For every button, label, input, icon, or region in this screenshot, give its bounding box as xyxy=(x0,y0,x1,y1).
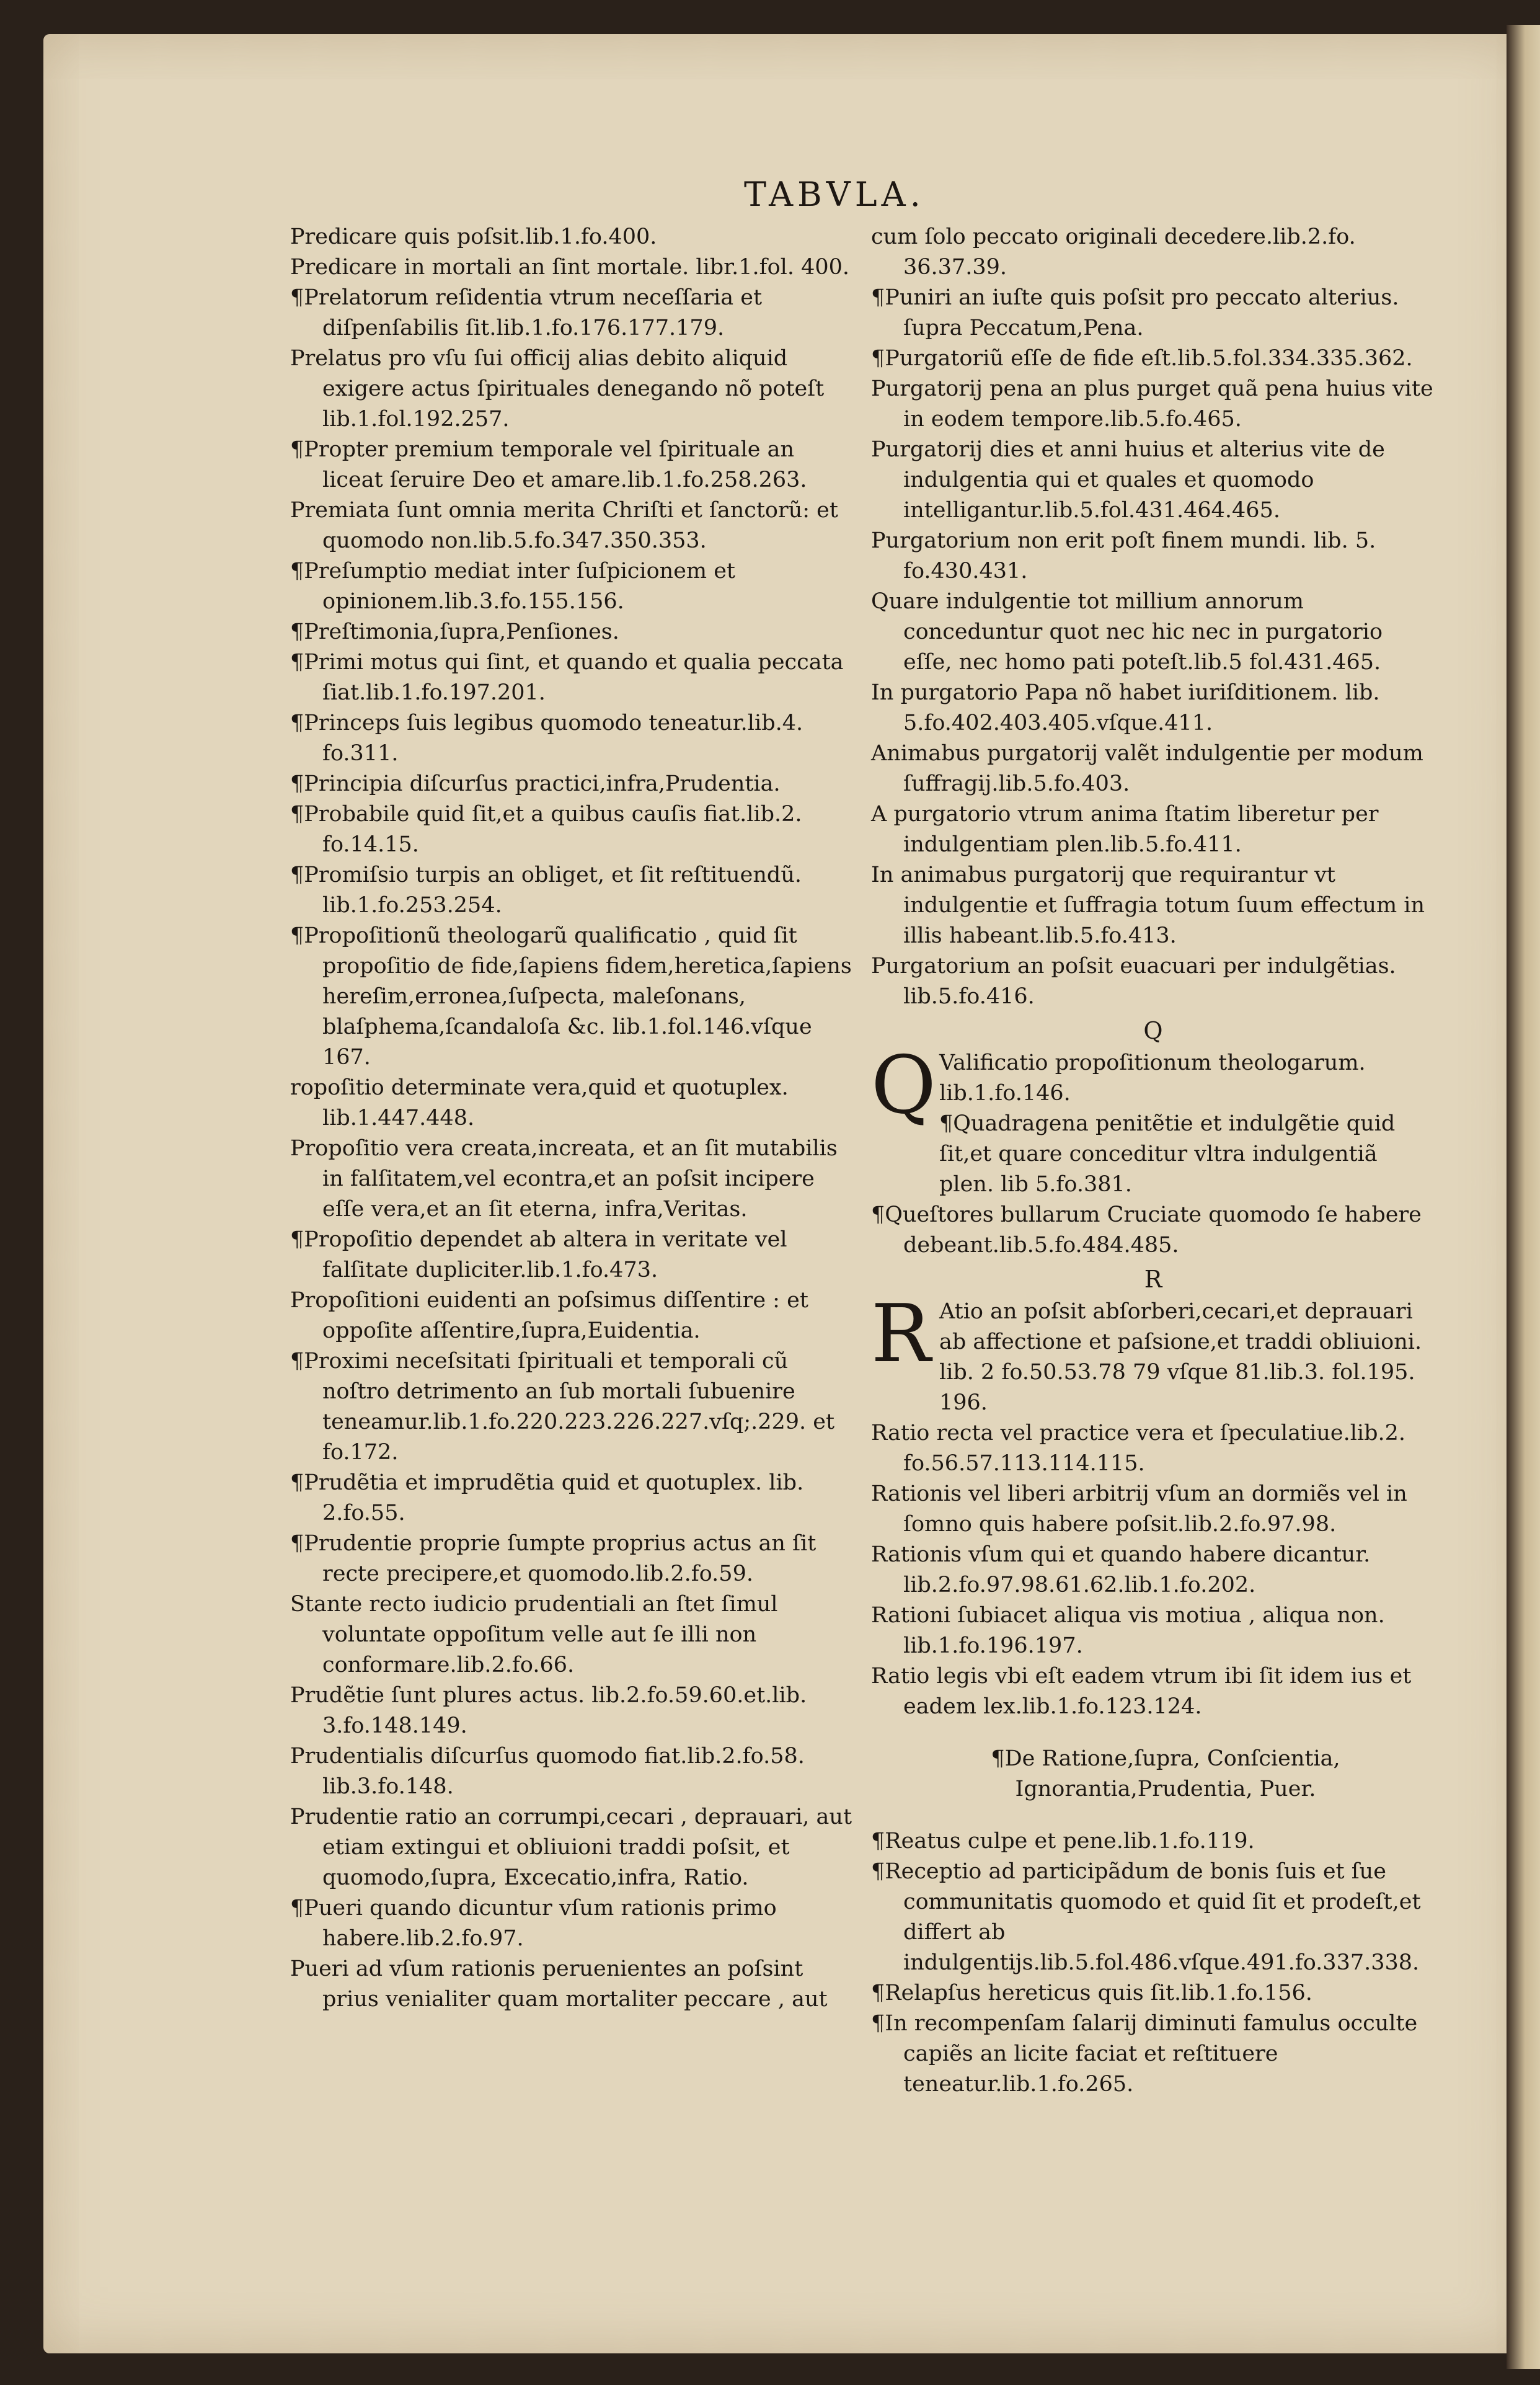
index-entry: Animabus purgatorij valẽt indulgentie per modum ſuffragij.lib.5.fo.403. xyxy=(871,741,1423,796)
index-entry: ropoſitio determinate vera,quid et quotuplex. lib.1.447.448. xyxy=(290,1075,789,1130)
index-entry: ¶Promiſsio turpis an obliget, et ſit reſtituendũ. lib.1.fo.253.254. xyxy=(290,863,802,918)
index-entry: Prelatus pro vſu ſui officij alias debito aliquid exigere actus ſpirituales denegando nõ poteſt lib.1.fol.192.257. xyxy=(290,346,825,432)
index-entry: In purgatorio Papa nõ habet iuriſditionem. lib. 5.fo.402.403.405.vſque.411. xyxy=(871,680,1380,735)
index-entry: Propoſitio vera creata,increata, et an ſit mutabilis in falſitatem,vel econtra,et an poſsit incipere eſſe vera,et an ſit eterna, infra,Veritas. xyxy=(290,1136,838,1222)
index-entry: ¶Proximi neceſsitati ſpirituali et temporali cũ noſtro detrimento an ſub mortali ſubuenire teneamur.lib.1.fo.220.223.226.227.vſq;.229. et fo.172. xyxy=(290,1349,835,1465)
index-entry: Pueri ad vſum rationis peruenientes an poſsint prius venialiter quam mortaliter peccare , aut xyxy=(290,1956,828,2012)
index-entry: ¶Preſtimonia,ſupra,Penſiones. xyxy=(290,620,619,644)
right-column xyxy=(871,222,1435,2100)
index-entry: cum ſolo peccato originali decedere.lib.2.fo. 36.37.39. xyxy=(871,224,1356,280)
index-entry: Ratio recta vel practice vera et ſpeculatiue.lib.2. fo.56.57.113.114.115. xyxy=(871,1421,1406,1476)
index-entry: Purgatorium non erit poſt finem mundi. lib. 5. fo.430.431. xyxy=(871,528,1376,584)
index-entry: ¶Probabile quid ſit,et a quibus cauſis fiat.lib.2. fo.14.15. xyxy=(290,802,802,857)
section-letter-q: Q xyxy=(1143,1017,1163,1044)
index-entry: ¶Quadragena penitẽtie et indulgẽtie quid ſit,et quare conceditur vltra indulgentiã plen. lib 5.fo.381. xyxy=(939,1111,1396,1197)
index-entry: Purgatorij pena an plus purget quã pena huius vite in eodem tempore.lib.5.fo.465. xyxy=(871,376,1433,432)
index-entry: Propoſitioni euidenti an poſsimus diſſentire : et oppoſite aſſentire,ſupra,Euidentia. xyxy=(290,1288,808,1343)
index-entry: ¶Principia diſcurſus practici,infra,Prudentia. xyxy=(290,771,781,796)
drop-cap-r: R xyxy=(871,1288,931,1380)
book-gutter xyxy=(1507,25,1540,2369)
index-entry: ¶Reatus culpe et pene.lib.1.fo.119. xyxy=(871,1829,1255,1854)
index-entry: ¶Primi motus qui ſint, et quando et qualia peccata ſiat.lib.1.fo.197.201. xyxy=(290,650,844,705)
index-entry: Rationis vel liberi arbitrij vſum an dormiẽs vel in ſomno quis habere poſsit.lib.2.fo.97.98. xyxy=(871,1481,1407,1537)
index-entry: ¶Prudentie proprie ſumpte proprius actus an ſit recte precipere,et quomodo.lib.2.fo.59. xyxy=(290,1531,816,1586)
index-entry: ¶Receptio ad participãdum de bonis ſuis et ſue communitatis quomodo et quid ſit et prodeſt,et differt ab indulgentijs.lib.5.fol.486.vſque.491.fo.337.338. xyxy=(871,1859,1421,1975)
index-entry: ¶Pueri quando dicuntur vſum rationis primo habere.lib.2.fo.97. xyxy=(290,1896,777,1951)
index-entry: In animabus purgatorij que requirantur vt indulgentie et ſuffragia totum ſuum effectum in illis habeant.lib.5.fo.413. xyxy=(871,863,1425,948)
index-entry: Purgatorium an poſsit euacuari per indulgẽtias. lib.5.fo.416. xyxy=(871,954,1396,1009)
left-column xyxy=(290,222,861,2015)
index-entry: ¶Relapſus hereticus quis ſit.lib.1.fo.156. xyxy=(871,1981,1312,2005)
index-entry: Prudẽtie ſunt plures actus. lib.2.fo.59.60.et.lib. 3.fo.148.149. xyxy=(290,1683,807,1738)
index-entry: ¶Propoſitio dependet ab altera in veritate vel falſitate dupliciter.lib.1.fo.473. xyxy=(290,1227,787,1282)
index-entry: ¶Prelatorum reſidentia vtrum neceſſaria et diſpenſabilis ſit.lib.1.fo.176.177.179. xyxy=(290,285,763,340)
index-entry: Predicare quis poſsit.lib.1.fo.400. xyxy=(290,224,657,249)
drop-cap-q: Q xyxy=(871,1039,936,1132)
index-entry: ¶Princeps ſuis legibus quomodo teneatur.lib.4. fo.311. xyxy=(290,711,803,766)
index-entry: Ratio legis vbi eſt eadem vtrum ibi ſit idem ius et eadem lex.lib.1.fo.123.124. xyxy=(871,1664,1412,1719)
index-entry: Valificatio propoſitionum theologarum. lib.1.fo.146. xyxy=(939,1050,1366,1106)
index-entry: ¶Prudẽtia et imprudẽtia quid et quotuplex. lib. 2.fo.55. xyxy=(290,1470,804,1526)
section-q xyxy=(871,1039,1435,1200)
index-entry: ¶Propter premium temporale vel ſpirituale an liceat ſeruire Deo et amare.lib.1.fo.258.263. xyxy=(290,437,807,492)
index-entry: Purgatorij dies et anni huius et alterius vite de indulgentia qui et quales et quomodo intelligantur.lib.5.fol.431.464.465. xyxy=(871,437,1385,523)
index-entry: ¶Propoſitionũ theologarũ qualificatio , quid ſit propoſitio de fide,ſapiens fidem,heretica,ſapiens hereſim,erronea,ſuſpecta, maleſonans, blaſphema,ſcandaloſa &c. lib.1.fol.146.vſque 167. xyxy=(290,923,852,1070)
index-entry: Atio an poſsit abſorberi,cecari,et deprauari ab affectione et paſsione,et traddi obliuioni. lib. 2 fo.50.53.78 79 vſque 81.lib.3. fol.195. 196. xyxy=(939,1299,1422,1415)
index-entry: Prudentie ratio an corrumpi,cecari , deprauari, aut etiam extingui et obliuioni traddi poſsit, et quomodo,ſupra, Excecatio,infra, Ratio. xyxy=(290,1805,852,1890)
index-entry: Prudentialis diſcurſus quomodo fiat.lib.2.fo.58. lib.3.fo.148. xyxy=(290,1744,805,1799)
page-header: TABVLA. xyxy=(744,175,925,214)
index-entry: Predicare in mortali an ſint mortale. libr.1.fol. 400. xyxy=(290,255,850,280)
index-entry: A purgatorio vtrum anima ſtatim liberetur per indulgentiam plen.lib.5.fo.411. xyxy=(871,802,1379,857)
index-entry: Rationi ſubiacet aliqua vis motiua , aliqua non. lib.1.fo.196.197. xyxy=(871,1603,1385,1658)
index-entry: ¶In recompenſam ſalarij diminuti famulus occulte capiẽs an licite faciat et reſtituere teneatur.lib.1.fo.265. xyxy=(871,2011,1418,2097)
index-entry: Quare indulgentie tot millium annorum conceduntur quot nec hic nec in purgatorio eſſe, nec homo pati poteſt.lib.5 fol.431.465. xyxy=(871,589,1383,675)
index-entry: ¶Queſtores bullarum Cruciate quomodo ſe habere debeant.lib.5.fo.484.485. xyxy=(871,1202,1422,1258)
section-letter-r: R xyxy=(1144,1266,1162,1293)
index-entry: Stante recto iudicio prudentiali an ſtet ſimul voluntate oppoſitum velle aut ſe illi non conformare.lib.2.fo.66. xyxy=(290,1592,778,1677)
index-entry: ¶Preſumptio mediat inter ſuſpicionem et opinionem.lib.3.fo.155.156. xyxy=(290,559,735,614)
index-entry: ¶Puniri an iuſte quis poſsit pro peccato alterius. ſupra Peccatum,Pena. xyxy=(871,285,1399,340)
section-r xyxy=(871,1288,1435,1418)
index-entry: Premiata ſunt omnia merita Chriſti et ſanctorũ: et quomodo non.lib.5.fo.347.350.353. xyxy=(290,498,838,553)
index-entry: Rationis vſum qui et quando habere dicantur. lib.2.fo.97.98.61.62.lib.1.fo.202. xyxy=(871,1542,1371,1597)
cross-reference: ¶De Ratione,ſupra, Conſcientia, Ignorantia,Prudentia, Puer. xyxy=(991,1746,1340,1801)
index-entry: ¶Purgatoriũ eſſe de fide eſt.lib.5.fol.334.335.362. xyxy=(871,346,1413,371)
